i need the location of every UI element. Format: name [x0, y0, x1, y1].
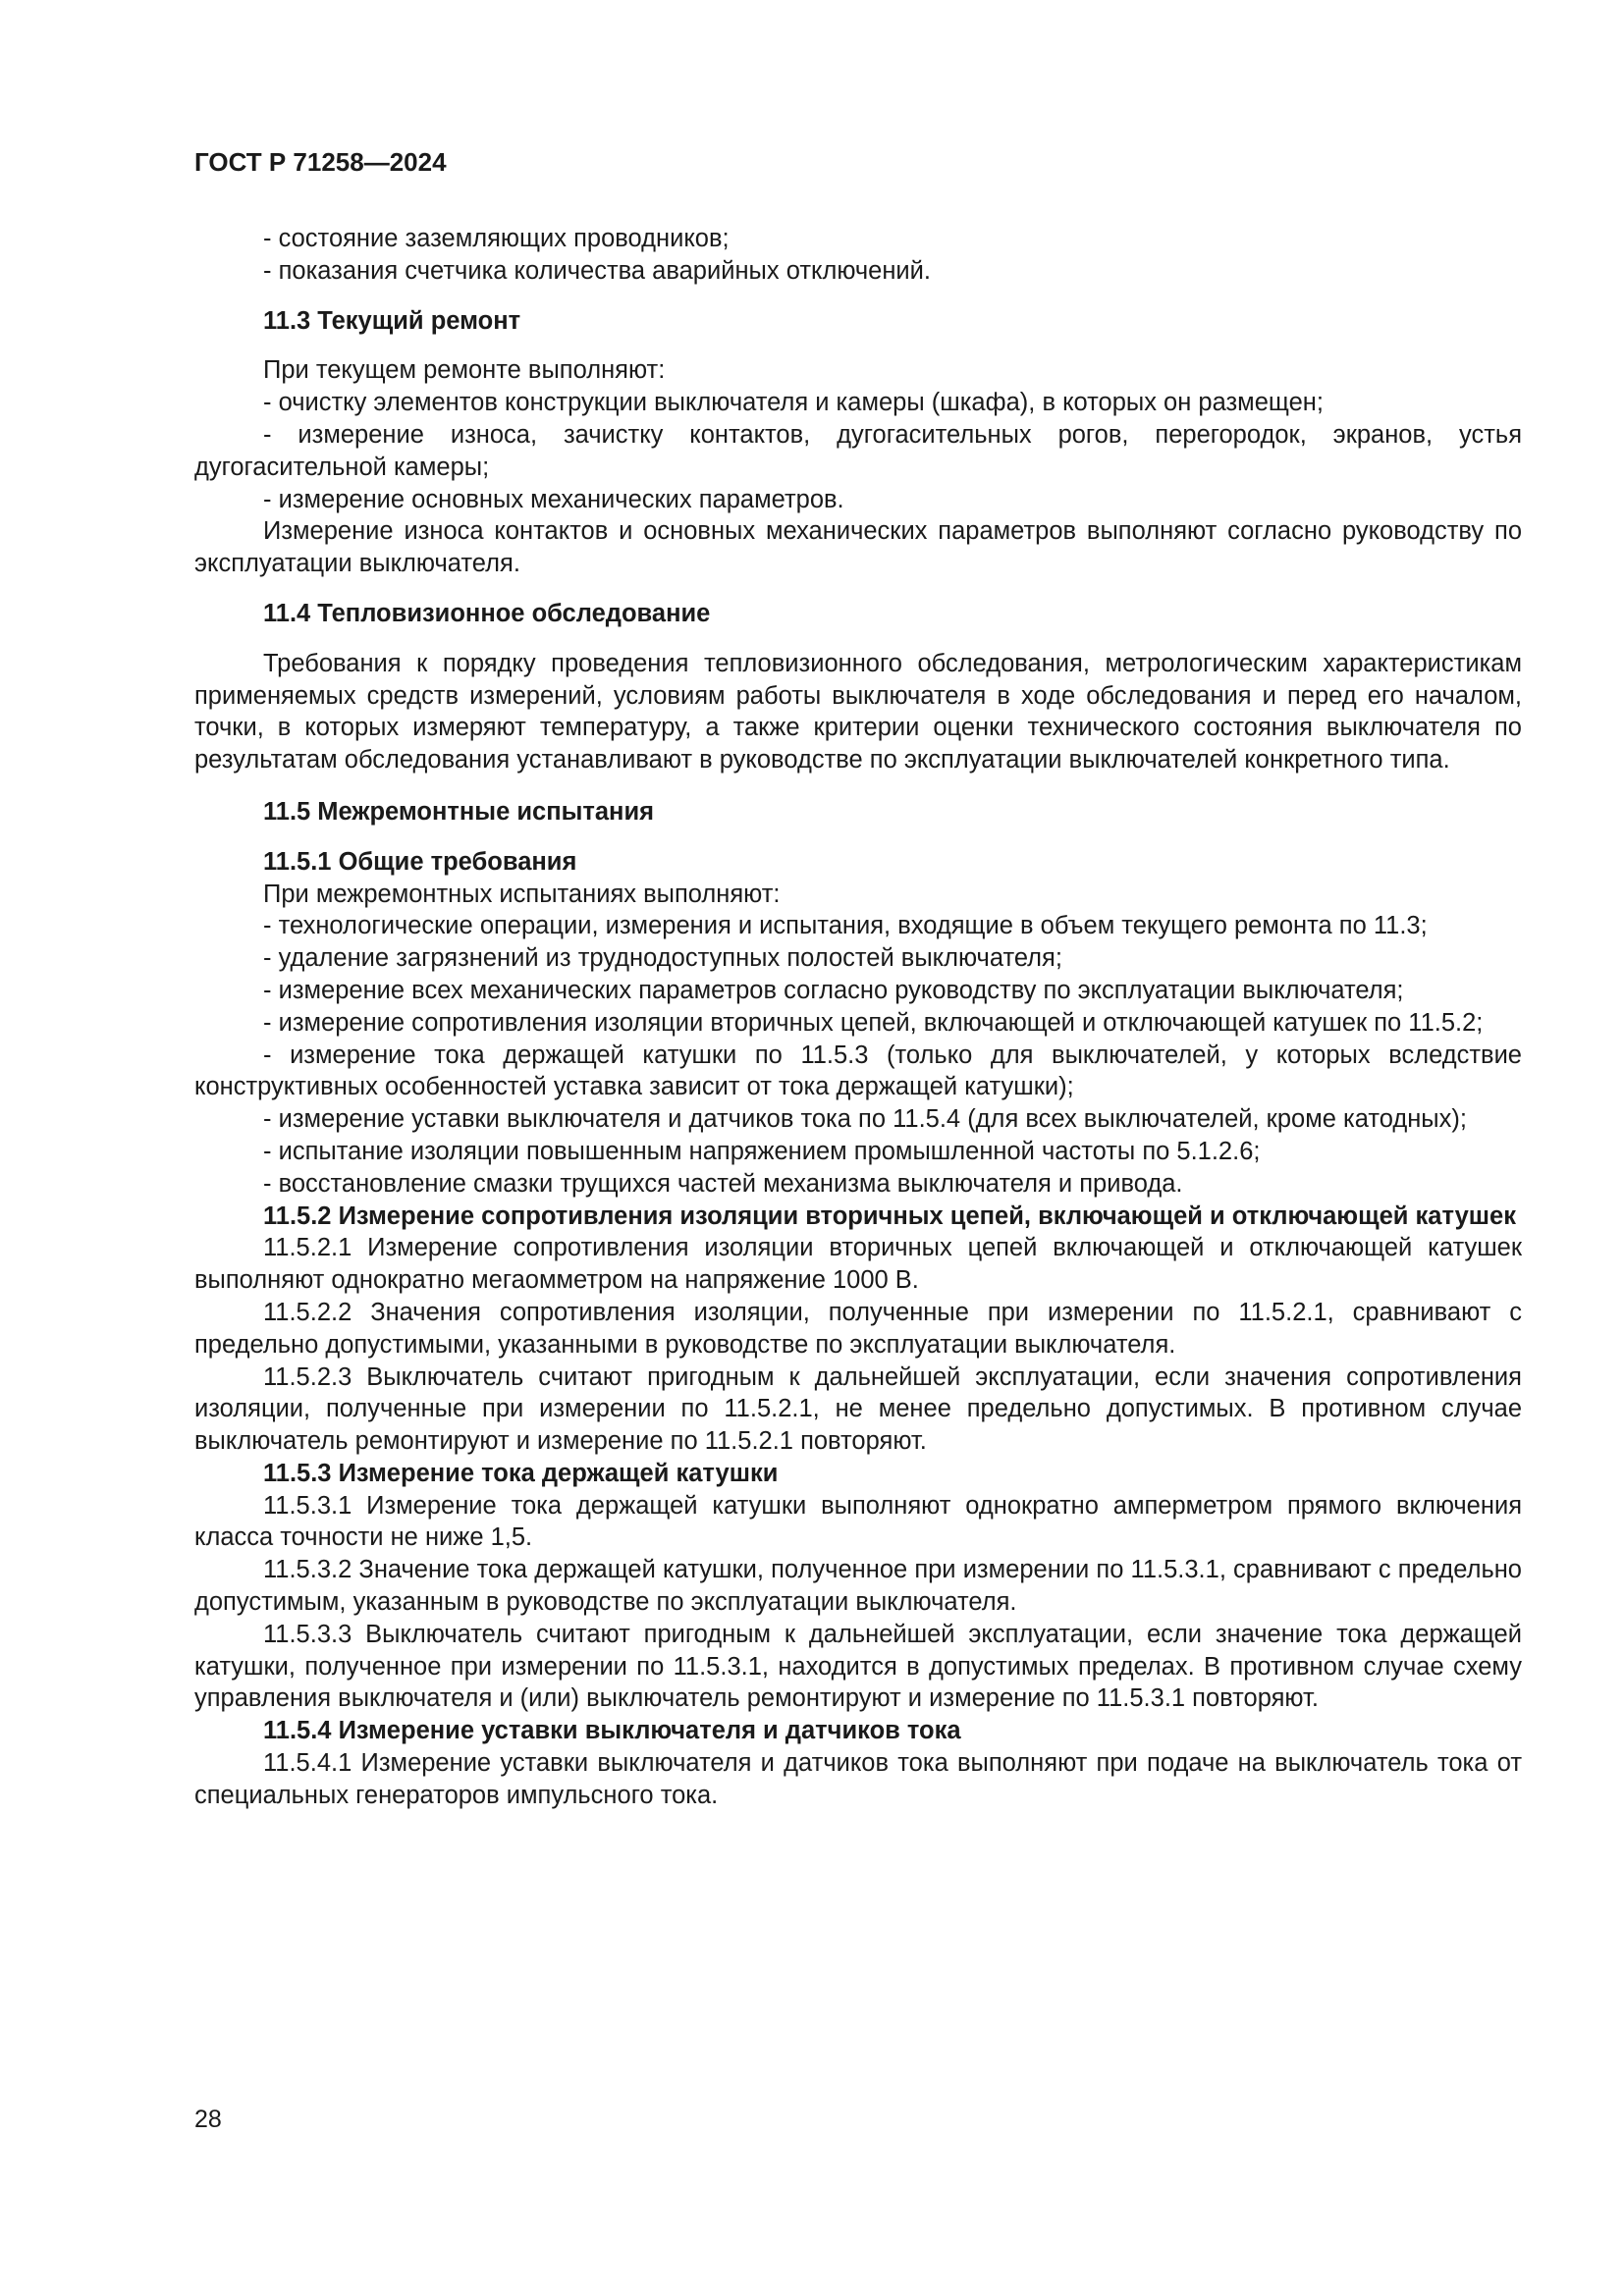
document-header: ГОСТ Р 71258—2024: [194, 147, 447, 177]
list-item: - испытание изоляции повышенным напряжением промышленной частоты по 5.1.2.6;: [263, 1137, 1261, 1165]
paragraph: 11.5.2.3 Выключатель считают пригодным к дальнейшей эксплуатации, если значения сопротивления изоляции, полученные при измерении по 11.5.2.1, не менее предельно допустимых. В противном случае выключатель ремонтируют и измерение по 11.5.2.1 повторяют.: [194, 1362, 1522, 1456]
list-item: - измерение тока держащей катушки по 11.5.3 (только для выключателей, у которых вследствие конструктивных особенностей уставка зависит от тока держащей катушки);: [194, 1041, 1522, 1101]
subsection-heading: 11.5.4 Измерение уставки выключателя и датчиков тока: [263, 1717, 961, 1745]
paragraph: При текущем ремонте выполняют:: [263, 356, 666, 385]
list-item: - измерение сопротивления изоляции вторичных цепей, включающей и отключающей катушек по 11.5.2;: [263, 1008, 1484, 1037]
section-heading: 11.5 Межремонтные испытания: [263, 797, 655, 826]
paragraph: Измерение износа контактов и основных механических параметров выполняют согласно руководству по эксплуатации выключателя.: [194, 517, 1522, 578]
list-item: - измерение основных механических параметров.: [263, 485, 844, 513]
subsection-heading: 11.5.2 Измерение сопротивления изоляции вторичных цепей, включающей и отключающей катушек: [263, 1201, 1516, 1230]
section-heading: 11.3 Текущий ремонт: [263, 306, 521, 335]
document-body: [194, 223, 1522, 1812]
section-heading: 11.4 Тепловизионное обследование: [263, 599, 711, 627]
paragraph: 11.5.2.2 Значения сопротивления изоляции, полученные при измерении по 11.5.2.1, сравнивают с предельно допустимыми, указанными в руководстве по эксплуатации выключателя.: [194, 1298, 1522, 1359]
subsection-heading: 11.5.3 Измерение тока держащей катушки: [263, 1459, 779, 1487]
list-item: - измерение износа, зачистку контактов, дугогасительных рогов, перегородок, экранов, устья дугогасительной камеры;: [194, 420, 1522, 481]
list-item: - очистку элементов конструкции выключателя и камеры (шкафа), в которых он размещен;: [263, 389, 1324, 417]
subsection-heading: 11.5.1 Общие требования: [263, 847, 577, 876]
list-item: - измерение всех механических параметров согласно руководству по эксплуатации выключателя;: [263, 976, 1404, 1004]
paragraph: При межремонтных испытаниях выполняют:: [263, 880, 781, 908]
page-number: 28: [194, 2106, 222, 2133]
paragraph: 11.5.2.1 Измерение сопротивления изоляции вторичных цепей включающей и отключающей катушек выполняют однократно мегаомметром на напряжение 1000 В.: [194, 1234, 1522, 1295]
list-item: - показания счетчика количества аварийных отключений.: [263, 256, 932, 285]
paragraph: Требования к порядку проведения тепловизионного обследования, метрологическим характеристикам применяемых средств измерений, условиям работы выключателя в ходе обследования и перед его началом, точки, в которых измеряют температуру, а также критерии оценки технического состояния выключателя по результатам обследования устанавливают в руководстве по эксплуатации выключателей конкретного типа.: [194, 649, 1522, 774]
list-item: - восстановление смазки трущихся частей механизма выключателя и привода.: [263, 1169, 1183, 1198]
list-item: - удаление загрязнений из труднодоступных полостей выключателя;: [263, 944, 1062, 973]
paragraph: 11.5.3.1 Измерение тока держащей катушки выполняют однократно амперметром прямого включения класса точности не ниже 1,5.: [194, 1491, 1522, 1552]
list-item: - технологические операции, измерения и испытания, входящие в объем текущего ремонта по 11.3;: [263, 912, 1428, 940]
list-item: - измерение уставки выключателя и датчиков тока по 11.5.4 (для всех выключателей, кроме катодных);: [263, 1105, 1467, 1134]
list-item: - состояние заземляющих проводников;: [263, 225, 730, 252]
paragraph: 11.5.3.2 Значение тока держащей катушки, полученное при измерении по 11.5.3.1, сравнивают с предельно допустимым, указанным в руководстве по эксплуатации выключателя.: [194, 1556, 1522, 1617]
paragraph: 11.5.4.1 Измерение уставки выключателя и датчиков тока выполняют при подаче на выключатель тока от специальных генераторов импульсного тока.: [194, 1749, 1522, 1809]
paragraph: 11.5.3.3 Выключатель считают пригодным к дальнейшей эксплуатации, если значение тока держащей катушки, полученное при измерении по 11.5.3.1, находится в допустимых пределах. В противном случае схему управления выключателя и (или) выключатель ремонтируют и измерение по 11.5.3.1 повторяют.: [194, 1620, 1522, 1713]
